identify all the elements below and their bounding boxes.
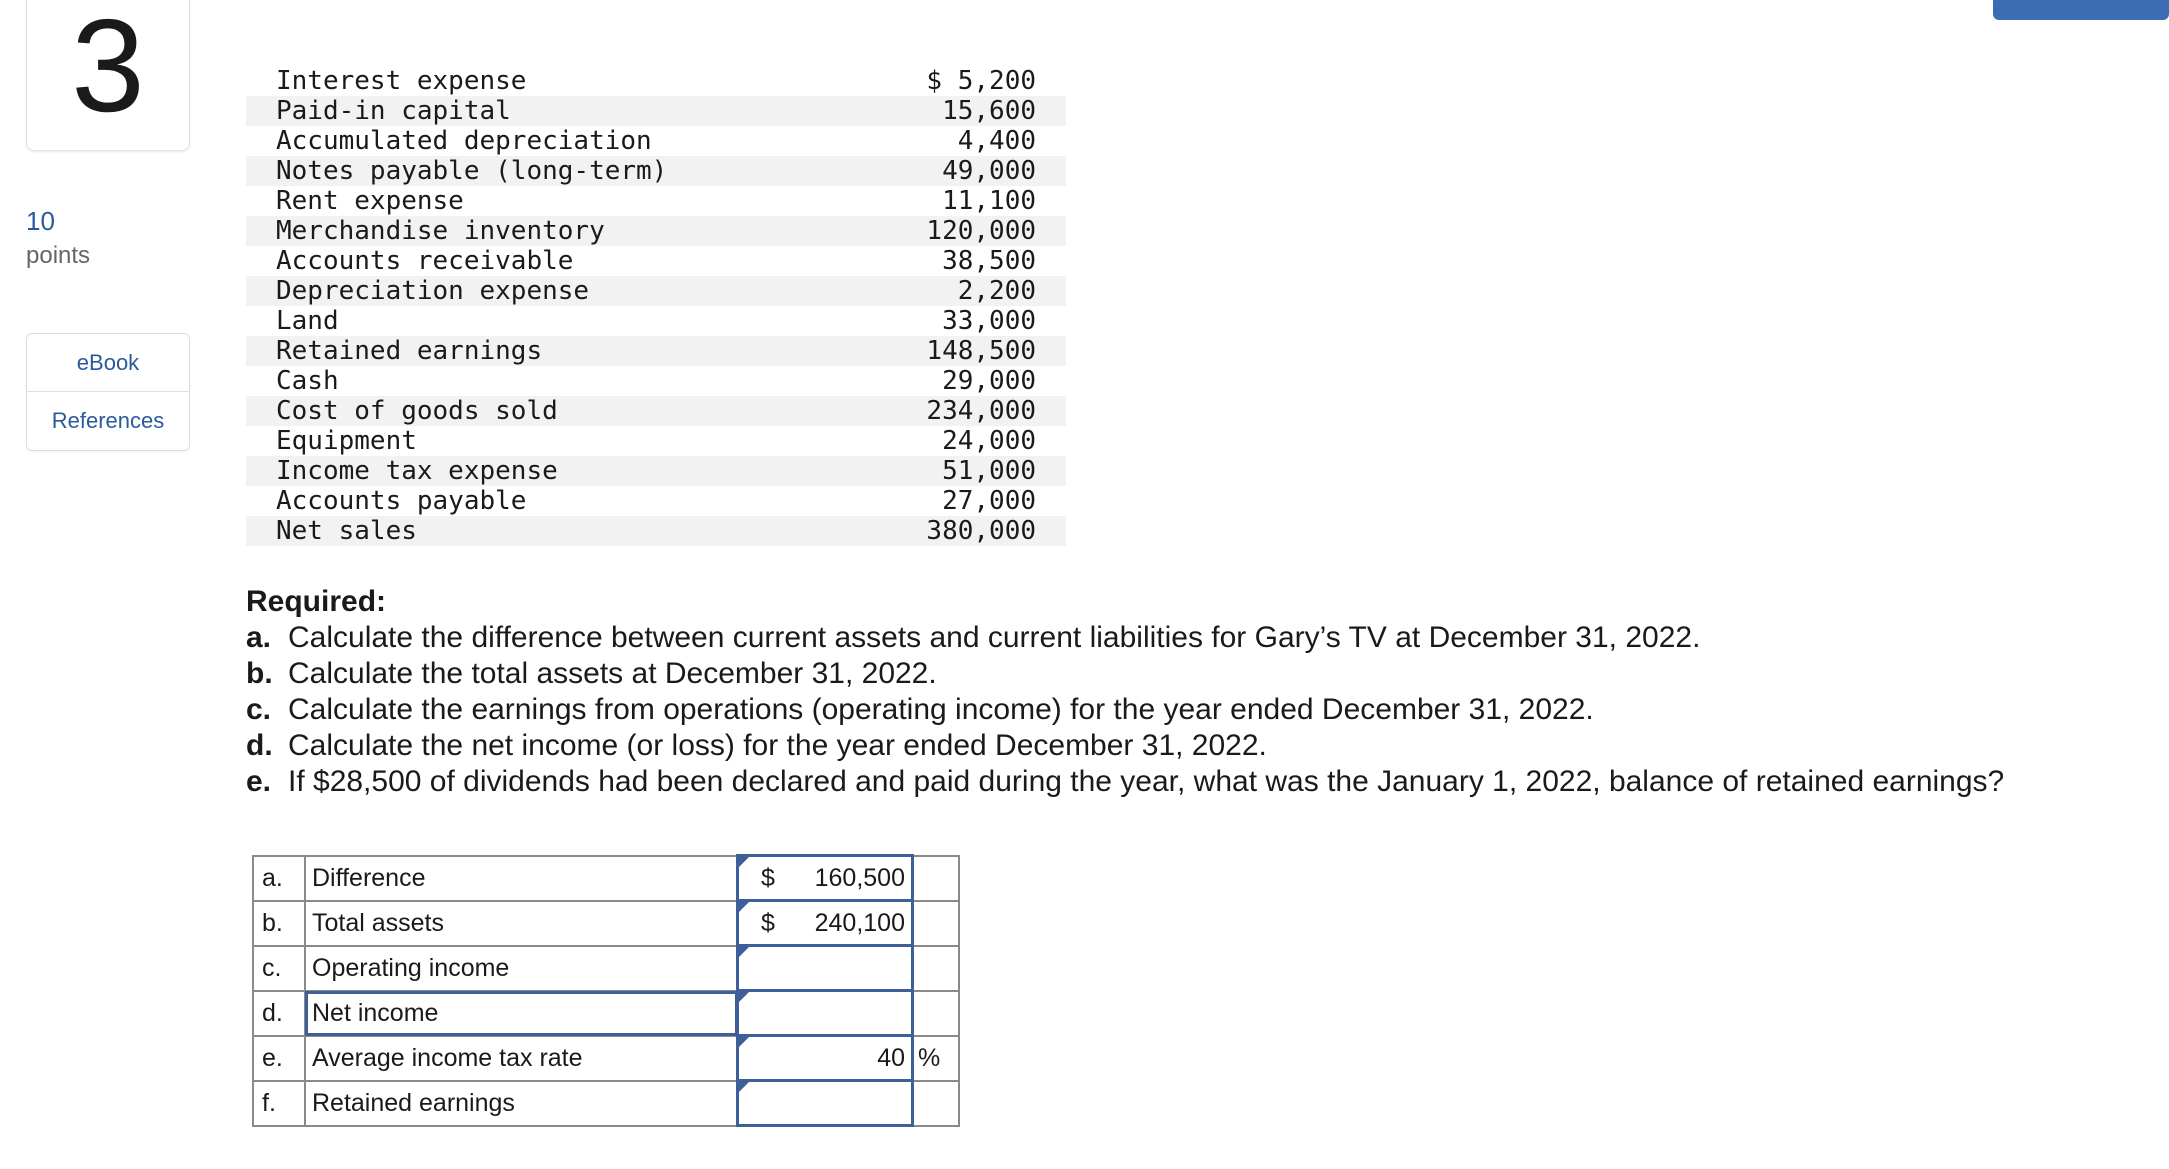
account-label: Accounts receivable <box>276 246 574 276</box>
answer-letter: b. <box>253 901 305 946</box>
table-row <box>246 366 1066 396</box>
accounts-table <box>246 66 1066 546</box>
points-label: points <box>26 242 91 269</box>
account-value: 148,500 <box>926 336 1036 366</box>
account-value: 11,100 <box>942 186 1036 216</box>
answer-table <box>252 854 960 1127</box>
answer-letter: c. <box>253 946 305 991</box>
top-right-button[interactable] <box>1993 0 2169 20</box>
account-value: 49,000 <box>942 156 1036 186</box>
answer-letter: f. <box>253 1081 305 1126</box>
required-letter: a. <box>246 621 272 654</box>
table-row <box>253 946 959 991</box>
table-row <box>246 516 1066 546</box>
resources-panel <box>26 333 190 451</box>
account-value: 234,000 <box>926 396 1036 426</box>
input-flag-icon <box>739 1037 749 1047</box>
required-text: If $28,500 of dividends had been declared and paid during the year, what was the January 1, 2022, balance of retained earnings? <box>288 765 2005 798</box>
account-value: $ 5,200 <box>926 66 1036 96</box>
table-row <box>246 246 1066 276</box>
account-label: Merchandise inventory <box>276 216 605 246</box>
answer-value: 40 <box>877 1043 905 1072</box>
input-flag-icon <box>739 992 749 1002</box>
answer-unit <box>913 946 960 991</box>
references-link[interactable]: References <box>27 391 189 449</box>
account-label: Income tax expense <box>276 456 558 486</box>
retained-earnings-input[interactable] <box>738 1081 913 1126</box>
question-number: 3 <box>71 0 145 139</box>
account-value: 380,000 <box>926 516 1036 546</box>
required-text: Calculate the difference between current assets and current liabilities for Gary’s TV at December 31, 2022. <box>288 621 1701 654</box>
account-value: 4,400 <box>957 126 1036 156</box>
account-label: Land <box>276 306 339 336</box>
required-text: Calculate the earnings from operations (operating income) for the year ended December 31, 2022. <box>288 693 1594 726</box>
points-value: 10 <box>26 206 55 236</box>
table-row <box>246 66 1066 96</box>
table-row <box>246 126 1066 156</box>
account-label: Equipment <box>276 426 417 456</box>
table-row <box>253 1081 959 1126</box>
table-row <box>246 426 1066 456</box>
net-income-input[interactable] <box>738 991 913 1036</box>
difference-input[interactable] <box>738 856 913 901</box>
input-flag-icon <box>739 1082 749 1092</box>
answer-label: Operating income <box>305 946 738 991</box>
table-row <box>246 336 1066 366</box>
answer-letter: a. <box>253 856 305 901</box>
table-row <box>246 186 1066 216</box>
table-row <box>246 396 1066 426</box>
account-label: Cash <box>276 366 339 396</box>
answer-unit <box>913 901 960 946</box>
answer-unit: % <box>913 1036 960 1081</box>
table-row <box>253 901 959 946</box>
required-title: Required: <box>246 585 387 618</box>
answer-label: Retained earnings <box>305 1081 738 1126</box>
required-letter: d. <box>246 729 273 762</box>
answer-letter: e. <box>253 1036 305 1081</box>
account-label: Accumulated depreciation <box>276 126 652 156</box>
account-value: 33,000 <box>942 306 1036 336</box>
required-text: Calculate the net income (or loss) for the year ended December 31, 2022. <box>288 729 1267 762</box>
table-row <box>246 156 1066 186</box>
total-assets-input[interactable] <box>738 901 913 946</box>
table-row <box>246 96 1066 126</box>
required-text: Calculate the total assets at December 31, 2022. <box>288 657 937 690</box>
table-row <box>246 486 1066 516</box>
currency-symbol: $ <box>761 863 775 892</box>
required-item <box>246 620 2004 656</box>
account-value: 15,600 <box>942 96 1036 126</box>
table-row <box>246 276 1066 306</box>
required-section <box>246 584 2004 800</box>
answer-unit <box>913 856 960 901</box>
account-value: 24,000 <box>942 426 1036 456</box>
account-label: Cost of goods sold <box>276 396 558 426</box>
operating-income-input[interactable] <box>738 946 913 991</box>
currency-symbol: $ <box>761 908 775 937</box>
required-item <box>246 728 2004 764</box>
required-letter: b. <box>246 657 273 690</box>
answer-unit <box>913 991 960 1036</box>
answer-label: Total assets <box>305 901 738 946</box>
ebook-link[interactable]: eBook <box>76 349 140 375</box>
account-value: 2,200 <box>957 276 1036 306</box>
account-value: 120,000 <box>926 216 1036 246</box>
account-label: Interest expense <box>276 66 527 96</box>
account-label: Notes payable (long-term) <box>276 156 668 186</box>
table-row <box>246 456 1066 486</box>
required-item <box>246 656 2004 692</box>
input-flag-icon <box>739 857 749 867</box>
table-row <box>253 1036 959 1081</box>
table-row <box>253 991 959 1036</box>
table-row <box>253 856 959 901</box>
account-value: 29,000 <box>942 366 1036 396</box>
required-item <box>246 692 2004 728</box>
account-label: Depreciation expense <box>276 276 590 306</box>
answer-label: Average income tax rate <box>305 1036 738 1081</box>
input-flag-icon <box>739 947 749 957</box>
required-letter: c. <box>246 693 272 726</box>
account-value: 38,500 <box>942 246 1036 276</box>
answer-label: Difference <box>305 856 738 901</box>
account-label: Paid-in capital <box>276 96 511 126</box>
account-label: Retained earnings <box>276 336 543 366</box>
account-label: Rent expense <box>276 186 464 216</box>
account-label: Net sales <box>276 516 417 546</box>
answer-value: 240,100 <box>814 908 905 937</box>
answer-unit <box>913 1081 960 1126</box>
account-value: 51,000 <box>942 456 1036 486</box>
table-row <box>246 306 1066 336</box>
input-flag-icon <box>739 902 749 912</box>
required-letter: e. <box>246 765 272 798</box>
required-item <box>246 764 2004 800</box>
question-number-box <box>26 0 190 151</box>
account-value: 27,000 <box>942 486 1036 516</box>
account-label: Accounts payable <box>276 486 527 516</box>
answer-label: Net income <box>305 991 738 1036</box>
answer-letter: d. <box>253 991 305 1036</box>
answer-value: 160,500 <box>814 863 905 892</box>
table-row <box>246 216 1066 246</box>
tax-rate-input[interactable] <box>738 1036 913 1081</box>
